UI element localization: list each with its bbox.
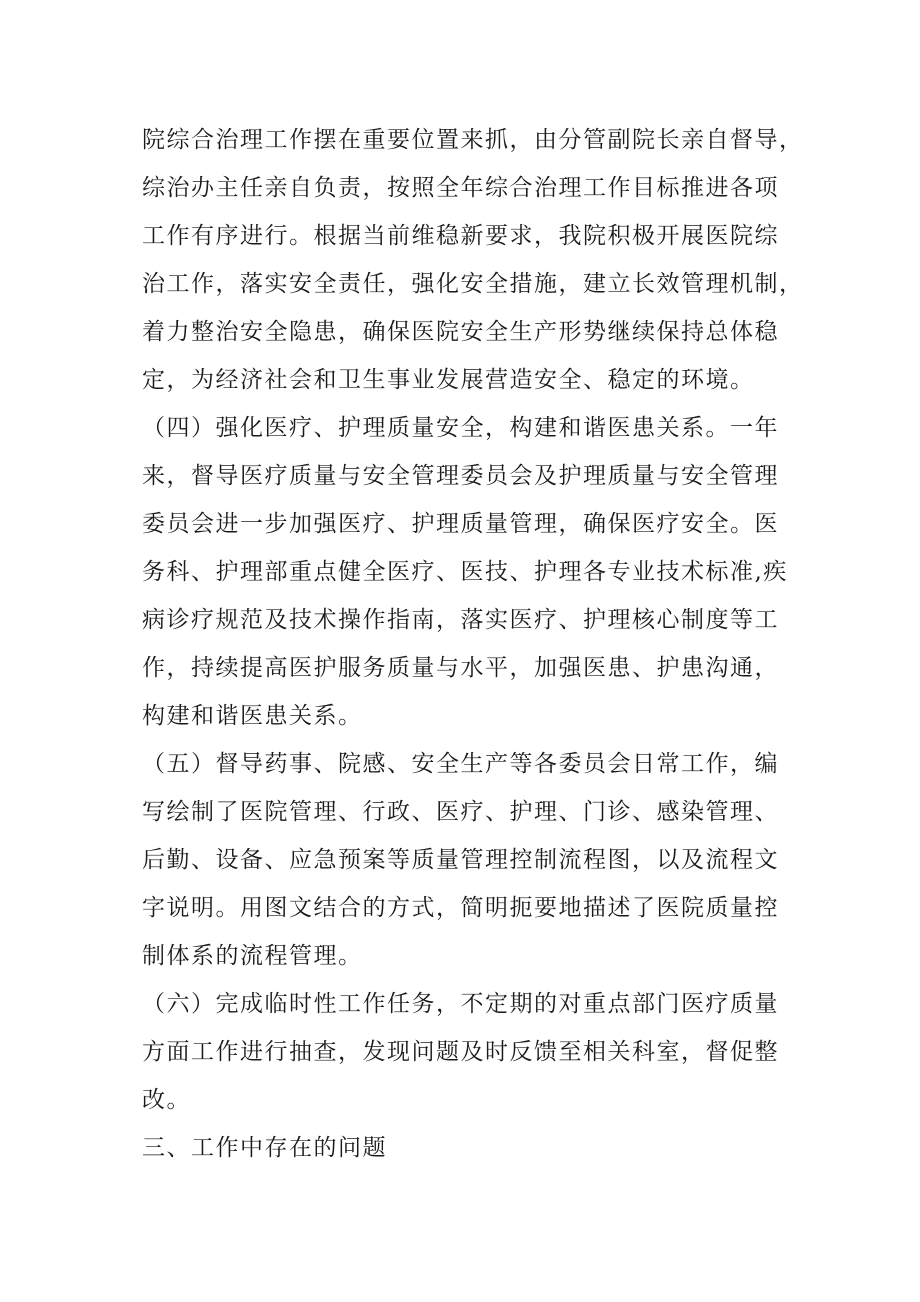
paragraph-line: 务科、护理部重点健全医疗、医技、护理各专业技术标准,疾 [142,559,788,585]
paragraph-line: 作，持续提高医护服务质量与水平，加强医患、护患沟通， [142,655,779,681]
paragraph-line: 治工作，落实安全责任，强化安全措施，建立长效管理机制， [142,271,804,297]
paragraph-line: 改。 [142,1087,191,1113]
section-four-line: （四）强化医疗、护理质量安全，构建和谐医患关系。一年 [142,415,779,441]
paragraph-line: 写绘制了医院管理、行政、医疗、护理、门诊、感染管理、 [142,799,779,825]
section-three-heading: 三、工作中存在的问题 [142,1135,387,1161]
paragraph-line: 病诊疗规范及技术操作指南，落实医疗、护理核心制度等工 [142,607,779,633]
paragraph-line: 后勤、设备、应急预案等质量管理控制流程图，以及流程文 [142,847,779,873]
paragraph-line: 工作有序进行。根据当前维稳新要求，我院积极开展医院综 [142,223,779,249]
paragraph-line: 委员会进一步加强医疗、护理质量管理，确保医疗安全。医 [142,511,779,537]
paragraph-line: 方面工作进行抽查，发现问题及时反馈至相关科室，督促整 [142,1039,779,1065]
paragraph-line: 综治办主任亲自负责，按照全年综合治理工作目标推进各项 [142,175,779,201]
paragraph-line: 来，督导医疗质量与安全管理委员会及护理质量与安全管理 [142,463,779,489]
section-five-line: （五）督导药事、院感、安全生产等各委员会日常工作，编 [142,751,779,777]
paragraph-line: 着力整治安全隐患，确保医院安全生产形势继续保持总体稳 [142,319,779,345]
paragraph-line: 院综合治理工作摆在重要位置来抓，由分管副院长亲自督导， [142,127,804,153]
section-six-line: （六）完成临时性工作任务，不定期的对重点部门医疗质量 [142,991,779,1017]
paragraph-line: 字说明。用图文结合的方式，简明扼要地描述了医院质量控 [142,895,779,921]
paragraph-line: 定，为经济社会和卫生事业发展营造安全、稳定的环境。 [142,367,755,393]
paragraph-line: 制体系的流程管理。 [142,943,363,969]
document-body [142,116,822,1172]
paragraph-line: 构建和谐医患关系。 [142,703,363,729]
